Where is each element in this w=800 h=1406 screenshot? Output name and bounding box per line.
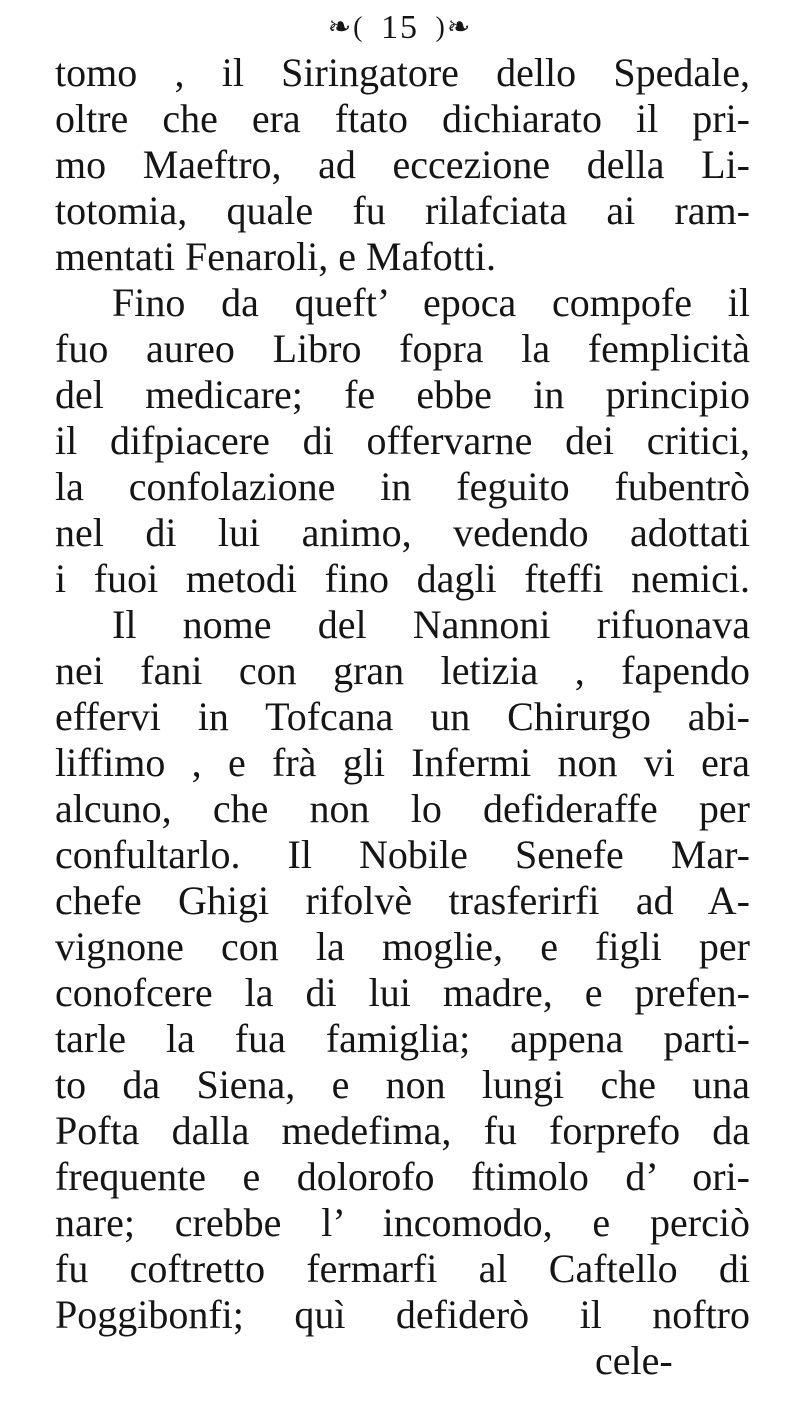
text-line: nel di lui animo, vedendo adottati: [55, 510, 750, 555]
text-line: conofcere la di lui madre, e prefen-: [55, 970, 750, 1015]
text-line: Fino da queft’ epoca compofe il: [112, 280, 750, 325]
ornament-right-icon: )❧: [435, 12, 473, 43]
text-line: Il nome del Nannoni rifuonava: [112, 602, 750, 647]
text-line: totomia, quale fu rilafciata ai ram-: [55, 188, 750, 233]
text-line: tomo , il Siringatore dello Spedale,: [55, 50, 750, 95]
text-line: alcuno, che non lo defideraffe per: [55, 786, 750, 831]
page-header: [0, 8, 800, 48]
text-line: la confolazione in feguito fubentrò: [55, 464, 750, 509]
text-line: oltre che era ftato dichiarato il pri-: [55, 96, 750, 141]
text-line: i fuoi metodi fino dagli fteffi nemici.: [55, 556, 750, 601]
text-line: Poggibonfi; quì defiderò il noftro: [55, 1292, 750, 1337]
page-number: 15: [381, 9, 419, 46]
text-line: il difpiacere di offervarne dei critici,: [55, 418, 750, 463]
text-line: mo Maeftro, ad eccezione della Li-: [55, 142, 750, 187]
text-line: del medicare; fe ebbe in principio: [55, 372, 750, 417]
catchword: cele-: [595, 1338, 673, 1383]
text-line: frequente e dolorofo ftimolo d’ ori-: [55, 1154, 750, 1199]
text-line: fu coftretto fermarfi al Caftello di: [55, 1246, 750, 1291]
text-line: to da Siena, e non lungi che una: [55, 1062, 750, 1107]
text-line: chefe Ghigi rifolvè trasferirfi ad A-: [55, 878, 750, 923]
ornament-left-icon: ❧(: [327, 12, 365, 43]
text-line: Pofta dalla medefima, fu forprefo da: [55, 1108, 750, 1153]
text-line: nare; crebbe l’ incomodo, e perciò: [55, 1200, 750, 1245]
text-line: nei fani con gran letizia , fapendo: [55, 648, 750, 693]
text-line: tarle la fua famiglia; appena parti-: [55, 1016, 750, 1061]
text-line: mentati Fenaroli, e Mafotti.: [55, 234, 496, 279]
text-line: effervi in Tofcana un Chirurgo abi-: [55, 694, 750, 739]
text-line: fuo aureo Libro fopra la femplicità: [55, 326, 750, 371]
text-line: vignone con la moglie, e figli per: [55, 924, 750, 969]
text-line: confultarlo. Il Nobile Senefe Mar-: [55, 832, 750, 877]
text-line: liffimo , e frà gli Infermi non vi era: [55, 740, 750, 785]
